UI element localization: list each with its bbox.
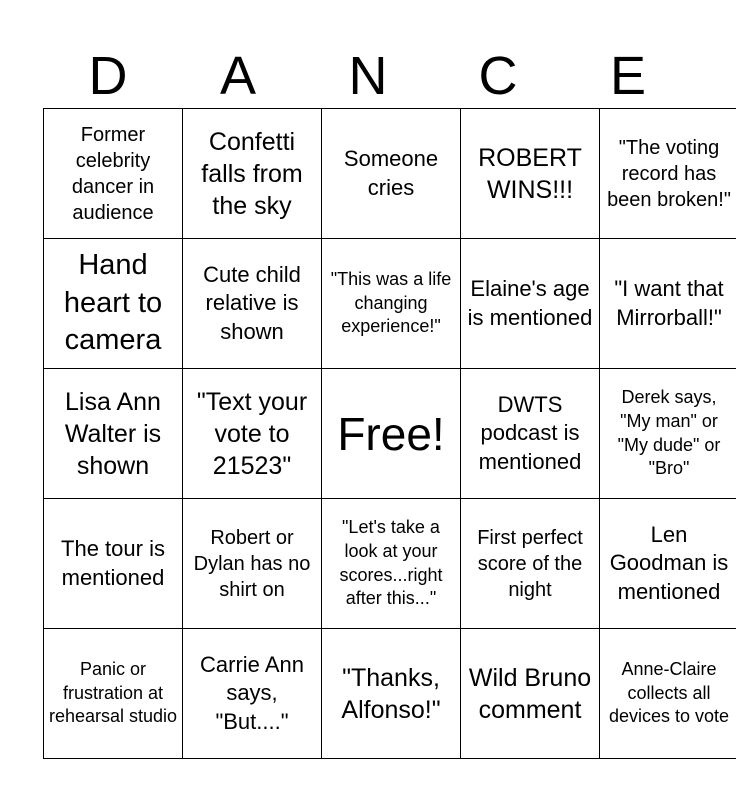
- bingo-cell[interactable]: The tour is mentioned: [44, 499, 183, 629]
- bingo-cell[interactable]: DWTS podcast is mentioned: [461, 369, 600, 499]
- bingo-cell[interactable]: Former celebrity dancer in audience: [44, 109, 183, 239]
- bingo-cell[interactable]: "I want that Mirrorball!": [600, 239, 736, 369]
- bingo-cell[interactable]: Elaine's age is mentioned: [461, 239, 600, 369]
- bingo-cell[interactable]: "Let's take a look at your scores...right after this...": [322, 499, 461, 629]
- free-space-cell[interactable]: Free!: [322, 369, 461, 499]
- board-row: [44, 629, 736, 759]
- bingo-cell[interactable]: Confetti falls from the sky: [183, 109, 322, 239]
- header-letter-a: A: [219, 46, 257, 106]
- bingo-cell[interactable]: Wild Bruno comment: [461, 629, 600, 759]
- board-row: [44, 239, 736, 369]
- bingo-cell[interactable]: First perfect score of the night: [461, 499, 600, 629]
- bingo-cell[interactable]: ROBERT WINS!!!: [461, 109, 600, 239]
- bingo-cell[interactable]: Len Goodman is mentioned: [600, 499, 736, 629]
- bingo-cell[interactable]: Someone cries: [322, 109, 461, 239]
- bingo-cell[interactable]: Robert or Dylan has no shirt on: [183, 499, 322, 629]
- bingo-cell[interactable]: "Thanks, Alfonso!": [322, 629, 461, 759]
- bingo-cell[interactable]: Lisa Ann Walter is shown: [44, 369, 183, 499]
- bingo-cell[interactable]: "This was a life changing experience!": [322, 239, 461, 369]
- header-letter-e: E: [609, 46, 647, 106]
- header-letter-c: C: [478, 46, 518, 106]
- bingo-board: [43, 108, 736, 759]
- board-row: [44, 499, 736, 629]
- header-letter-d: D: [88, 46, 128, 106]
- board-row: [44, 369, 736, 499]
- bingo-cell[interactable]: Panic or frustration at rehearsal studio: [44, 629, 183, 759]
- bingo-cell[interactable]: Carrie Ann says, "But....": [183, 629, 322, 759]
- bingo-cell[interactable]: Hand heart to camera: [44, 239, 183, 369]
- bingo-cell[interactable]: Anne-Claire collects all devices to vote: [600, 629, 736, 759]
- bingo-cell[interactable]: Derek says, "My man" or "My dude" or "Bro": [600, 369, 736, 499]
- bingo-header: [43, 44, 693, 108]
- bingo-cell[interactable]: Cute child relative is shown: [183, 239, 322, 369]
- board-row: [44, 109, 736, 239]
- bingo-cell[interactable]: "Text your vote to 21523": [183, 369, 322, 499]
- bingo-cell[interactable]: "The voting record has been broken!": [600, 109, 736, 239]
- header-letter-n: N: [348, 46, 388, 106]
